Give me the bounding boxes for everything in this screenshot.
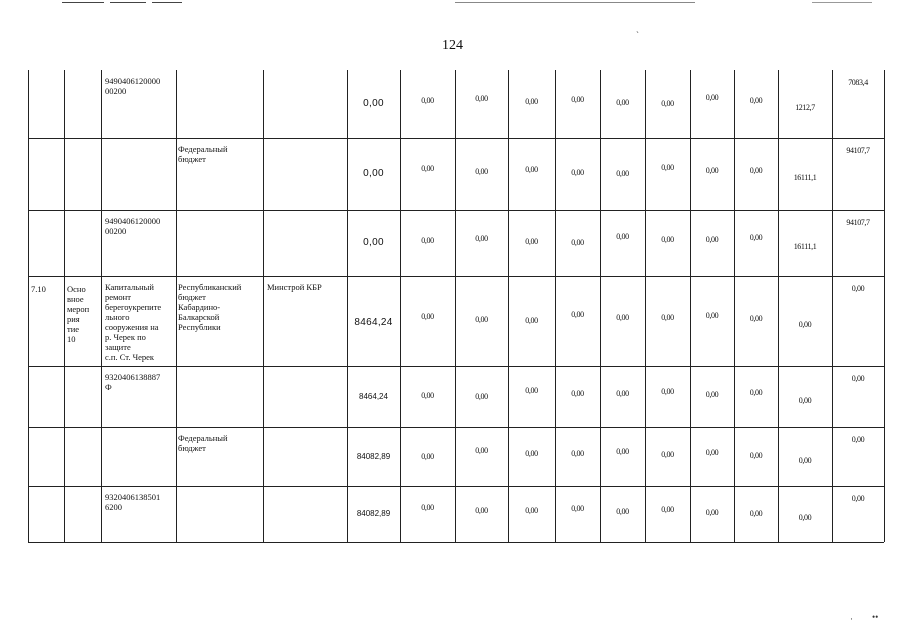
- value-cell: 0,00: [661, 449, 674, 459]
- row-total: 84082,89: [356, 451, 391, 461]
- value-cell: 0,00: [571, 238, 584, 247]
- value-cell: 0,00: [705, 166, 719, 175]
- value-cell: 0,00: [616, 388, 629, 398]
- row-description: 93204061З8887 Ф: [105, 372, 161, 392]
- value-cell: 0,00: [421, 96, 434, 105]
- value-cell: 0,00: [705, 389, 719, 399]
- value-cell: 0,00: [421, 503, 434, 512]
- value-cell: 0,00: [525, 385, 538, 395]
- table-column-divider: [832, 70, 833, 542]
- table-row-divider: [28, 138, 884, 139]
- value-cell: 0,00: [421, 451, 434, 461]
- value-cell-col15: 0,00: [851, 284, 865, 293]
- table-row-divider: [28, 366, 884, 367]
- value-cell: 0,00: [421, 164, 434, 173]
- table-column-divider: [400, 70, 401, 542]
- value-cell: 0,00: [475, 506, 488, 515]
- value-cell-col14: 0,00: [798, 513, 812, 522]
- value-cell: 0,00: [661, 99, 674, 108]
- value-cell: 0,00: [616, 507, 629, 516]
- value-cell: 0,00: [661, 386, 674, 396]
- row-total: 8464,24: [359, 391, 388, 401]
- value-cell-col15: 94107,7: [846, 218, 870, 227]
- table-column-divider: [734, 70, 735, 542]
- value-cell: 0,00: [571, 448, 584, 458]
- value-cell: 0,00: [705, 93, 719, 102]
- page-number: 124: [442, 38, 463, 53]
- value-cell-col15: 94107,7: [846, 146, 870, 155]
- value-cell: 0,00: [661, 505, 674, 514]
- value-cell: 0,00: [475, 315, 488, 324]
- value-cell-col14: 0,00: [798, 455, 812, 465]
- value-cell-col14: 16111,1: [793, 242, 817, 251]
- value-cell: 0,00: [749, 450, 763, 460]
- table-column-divider: [508, 70, 509, 542]
- table-column-divider: [600, 70, 601, 542]
- row-description: 9490406120000 00200: [105, 216, 161, 236]
- table-column-divider: [884, 70, 885, 542]
- table-row-divider: [28, 276, 884, 277]
- row-total: 0,00: [363, 98, 384, 109]
- table-column-divider: [778, 70, 779, 542]
- row-number: 7.10: [31, 284, 46, 294]
- row-executor: Минстрой КБР: [267, 282, 322, 292]
- table-column-divider: [64, 70, 65, 542]
- value-cell: 0,00: [475, 391, 488, 401]
- table-column-divider: [555, 70, 556, 542]
- value-cell: 0,00: [749, 509, 763, 518]
- value-cell: 0,00: [749, 387, 763, 397]
- value-cell: 0,00: [705, 508, 719, 517]
- value-cell: 0,00: [705, 447, 719, 457]
- value-cell: 0,00: [421, 390, 434, 400]
- table-column-divider: [645, 70, 646, 542]
- value-cell: 0,00: [525, 316, 538, 325]
- scan-speck: ••: [872, 612, 879, 622]
- value-cell: 0,00: [705, 311, 719, 320]
- value-cell: 0,00: [616, 232, 629, 241]
- value-cell: 0,00: [749, 233, 763, 242]
- table-column-divider: [263, 70, 264, 542]
- row-total: 0,00: [363, 237, 384, 248]
- value-cell: 0,00: [525, 448, 538, 458]
- row-total: 84082,89: [356, 509, 391, 518]
- value-cell: 0,00: [571, 95, 584, 104]
- value-cell-col15: 0,00: [851, 374, 865, 383]
- table-column-divider: [347, 70, 348, 542]
- value-cell-col15: 7083,4: [848, 78, 868, 87]
- value-cell: 0,00: [525, 97, 538, 106]
- value-cell: 0,00: [475, 445, 488, 455]
- value-cell: 0,00: [616, 446, 629, 456]
- table-column-divider: [101, 70, 102, 542]
- value-cell-col15: 0,00: [851, 494, 865, 503]
- value-cell: 0,00: [525, 506, 538, 515]
- row-funding-source: Федеральный бюджет: [178, 433, 228, 453]
- row-description: 93204061З8501 6200: [105, 492, 161, 512]
- value-cell: 0,00: [749, 166, 763, 175]
- value-cell: 0,00: [616, 98, 629, 107]
- value-cell: 0,00: [616, 313, 629, 322]
- row-description: Капитальный ремонт берегоукрепите льного сооружения на р. Черек по защите с.п. Ст. Черек: [105, 282, 162, 362]
- value-cell: 0,00: [749, 96, 763, 105]
- value-cell: 0,00: [705, 235, 719, 244]
- value-cell: 0,00: [571, 504, 584, 513]
- value-cell: 0,00: [571, 310, 584, 319]
- table-row-divider: [28, 486, 884, 487]
- table-column-divider: [176, 70, 177, 542]
- value-cell-col14: 16111,1: [793, 173, 817, 182]
- table-column-divider: [455, 70, 456, 542]
- table-column-divider: [28, 70, 29, 542]
- value-cell: 0,00: [661, 235, 674, 244]
- scan-speck: `: [636, 30, 639, 40]
- value-cell: 0,00: [525, 237, 538, 246]
- row-funding-source: Республиканский бюджет Кабардино- Балкарской Республики: [178, 282, 242, 332]
- value-cell: 0,00: [475, 94, 488, 103]
- value-cell: 0,00: [661, 163, 674, 172]
- value-cell: 0,00: [749, 314, 763, 323]
- value-cell: 0,00: [421, 312, 434, 321]
- row-funding-source: Федеральный бюджет: [178, 144, 228, 164]
- value-cell: 0,00: [616, 169, 629, 178]
- value-cell: 0,00: [525, 165, 538, 174]
- value-cell: 0,00: [475, 234, 488, 243]
- row-total: 8464,24: [354, 317, 393, 328]
- value-cell: 0,00: [475, 167, 488, 176]
- value-cell-col15: 0,00: [851, 435, 865, 444]
- value-cell-col14: 0,00: [798, 395, 812, 405]
- value-cell-col14: 0,00: [798, 320, 812, 329]
- value-cell: 0,00: [571, 168, 584, 177]
- table-row-divider: [28, 427, 884, 428]
- value-cell: 0,00: [571, 388, 584, 398]
- value-cell-col14: 1212,7: [795, 103, 815, 112]
- row-total: 0,00: [363, 168, 384, 179]
- value-cell: 0,00: [421, 236, 434, 245]
- scan-speck: ·: [850, 614, 853, 624]
- table-column-divider: [690, 70, 691, 542]
- row-status: Осно вное мероп рия тие 10: [67, 284, 90, 344]
- row-description: 9490406120000 00200: [105, 76, 161, 96]
- table-row-divider: [28, 210, 884, 211]
- table-row-divider: [28, 542, 884, 543]
- value-cell: 0,00: [661, 313, 674, 322]
